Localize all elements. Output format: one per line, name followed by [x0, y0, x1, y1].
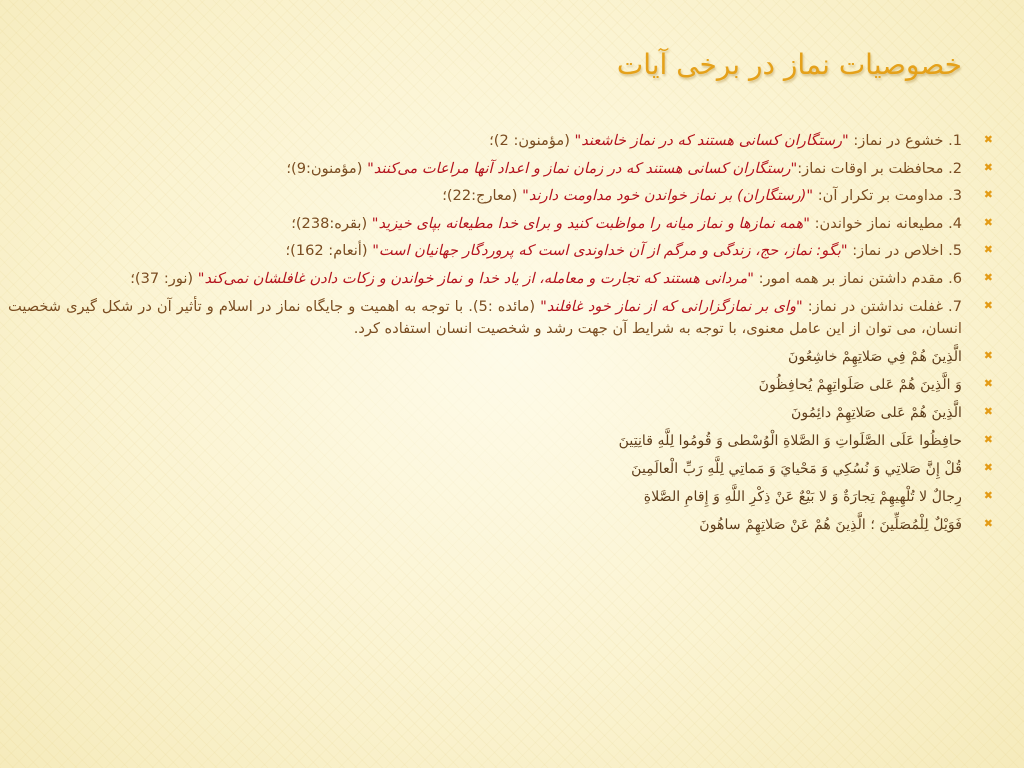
bullet-x-icon: ✖	[983, 298, 993, 312]
verse-item	[8, 486, 993, 508]
list-item	[8, 185, 993, 208]
item-reference: (مائده :5). با توجه به اهمیت و جایگاه نماز در اسلام و تأثیر آن در شکل گیری شخصیت انسان، می توان از این عامل معنوی، با توجه به شرایط آن جهت رشد و شخصیت انسان استفاده کرد.	[8, 297, 962, 338]
list-item	[8, 268, 993, 291]
bullet-x-icon: ✖	[983, 516, 993, 530]
item-reference: (بقره:238)؛	[291, 214, 372, 232]
item-number: 6.	[948, 270, 962, 288]
item-number: 7.	[948, 297, 962, 315]
verse-text: رِجالٌ لا تُلْهِيهِمْ تِجارَةٌ وَ لا بَيْعٌ عَنْ ذِكْرِ اللَّهِ وَ إِقامِ الصَّلاةِ	[643, 488, 962, 505]
bullet-x-icon: ✖	[983, 215, 993, 229]
verse-text: الَّذِينَ هُمْ فِي صَلاتِهِمْ خاشِعُونَ	[787, 348, 962, 365]
bullet-x-icon: ✖	[983, 271, 993, 285]
item-quote: "مردانی هستند که تجارت و معامله، از یاد خدا و نماز خواندن و زکات دادن غافلشان نمی‌کند"	[197, 270, 754, 288]
bullet-x-icon: ✖	[983, 488, 993, 502]
verse-item	[8, 458, 993, 480]
list-item	[8, 213, 993, 236]
list-item	[8, 240, 993, 263]
list-item	[8, 158, 993, 181]
item-reference: (نور: 37)؛	[130, 270, 198, 288]
item-reference: (مؤمنون:9)؛	[286, 159, 368, 177]
item-quote: "وای بر نمازگزارانی که از نماز خود غافلند"	[540, 297, 803, 315]
bullet-x-icon: ✖	[983, 348, 993, 362]
item-quote: "رستگاران کسانی هستند که در زمان نماز و اعداد آنها مراعات می‌کنند"	[367, 159, 798, 177]
item-label: مداومت بر تکرار آن:	[813, 187, 949, 205]
item-label: خشوع در نماز:	[848, 132, 949, 149]
bullet-list	[8, 130, 993, 542]
verse-text: فَوَيْلٌ لِلْمُصَلِّينَ ؛ الَّذِينَ هُمْ عَنْ صَلاتِهِمْ ساهُونَ	[699, 516, 962, 533]
verse-text: حافِظُوا عَلَى الصَّلَواتِ وَ الصَّلاةِ الْوُسْطى وَ قُومُوا لِلَّهِ قانِتِينَ	[618, 432, 962, 449]
list-item	[8, 296, 993, 341]
verse-text: وَ الَّذِينَ هُمْ عَلى صَلَواتِهِمْ يُحافِظُونَ	[758, 376, 962, 393]
verse-item	[8, 346, 993, 368]
item-reference: (مؤمنون: 2)؛	[489, 132, 575, 149]
item-label: غفلت نداشتن در نماز:	[802, 297, 949, 315]
bullet-x-icon: ✖	[983, 188, 993, 202]
item-reference: (معارج:22)؛	[442, 187, 523, 205]
bullet-x-icon: ✖	[983, 404, 993, 418]
bullet-x-icon: ✖	[983, 160, 993, 174]
item-quote: "همه نمازها و نماز میانه را مواظبت کنید و برای خدا مطیعانه بپای خیزید"	[371, 214, 810, 232]
slide-title: خصوصیات نماز در برخی آیات	[616, 48, 962, 81]
bullet-x-icon: ✖	[983, 432, 993, 446]
verse-item	[8, 514, 993, 536]
bullet-x-icon: ✖	[983, 133, 993, 146]
verse-item	[8, 402, 993, 424]
item-label: مقدم داشتن نماز بر همه امور:	[753, 270, 949, 288]
item-quote: "(رستگاران) بر نماز خواندن خود مداومت دارند"	[522, 187, 814, 205]
item-number: 2.	[948, 159, 962, 177]
item-reference: (أنعام: 162)؛	[285, 242, 373, 260]
verse-item	[8, 374, 993, 396]
item-number: 1.	[948, 132, 962, 149]
list-item	[8, 130, 993, 153]
verse-text: الَّذِينَ هُمْ عَلى صَلاتِهِمْ دائِمُونَ	[790, 404, 962, 421]
item-label: مطیعانه نماز خواندن:	[809, 214, 949, 232]
item-number: 4.	[948, 214, 962, 232]
item-number: 5.	[948, 242, 962, 260]
bullet-x-icon: ✖	[983, 376, 993, 390]
bullet-x-icon: ✖	[983, 460, 993, 474]
bullet-x-icon: ✖	[983, 243, 993, 257]
item-label: محافظت بر اوقات نماز:	[797, 159, 949, 177]
verse-text: قُلْ إِنَّ صَلاتِي وَ نُسُكِي وَ مَحْيايَ وَ مَماتِي لِلَّهِ رَبِّ الْعالَمِينَ	[631, 460, 962, 477]
item-quote: "بگو: نماز، حج، زندگی و مرگم از آن خداوندی است که پروردگار جهانیان است"	[372, 242, 848, 260]
verse-item	[8, 430, 993, 452]
item-label: اخلاص در نماز:	[847, 242, 949, 260]
item-quote: "رستگاران کسانی هستند که در نماز خاشعند"	[574, 132, 849, 149]
item-number: 3.	[948, 187, 962, 205]
